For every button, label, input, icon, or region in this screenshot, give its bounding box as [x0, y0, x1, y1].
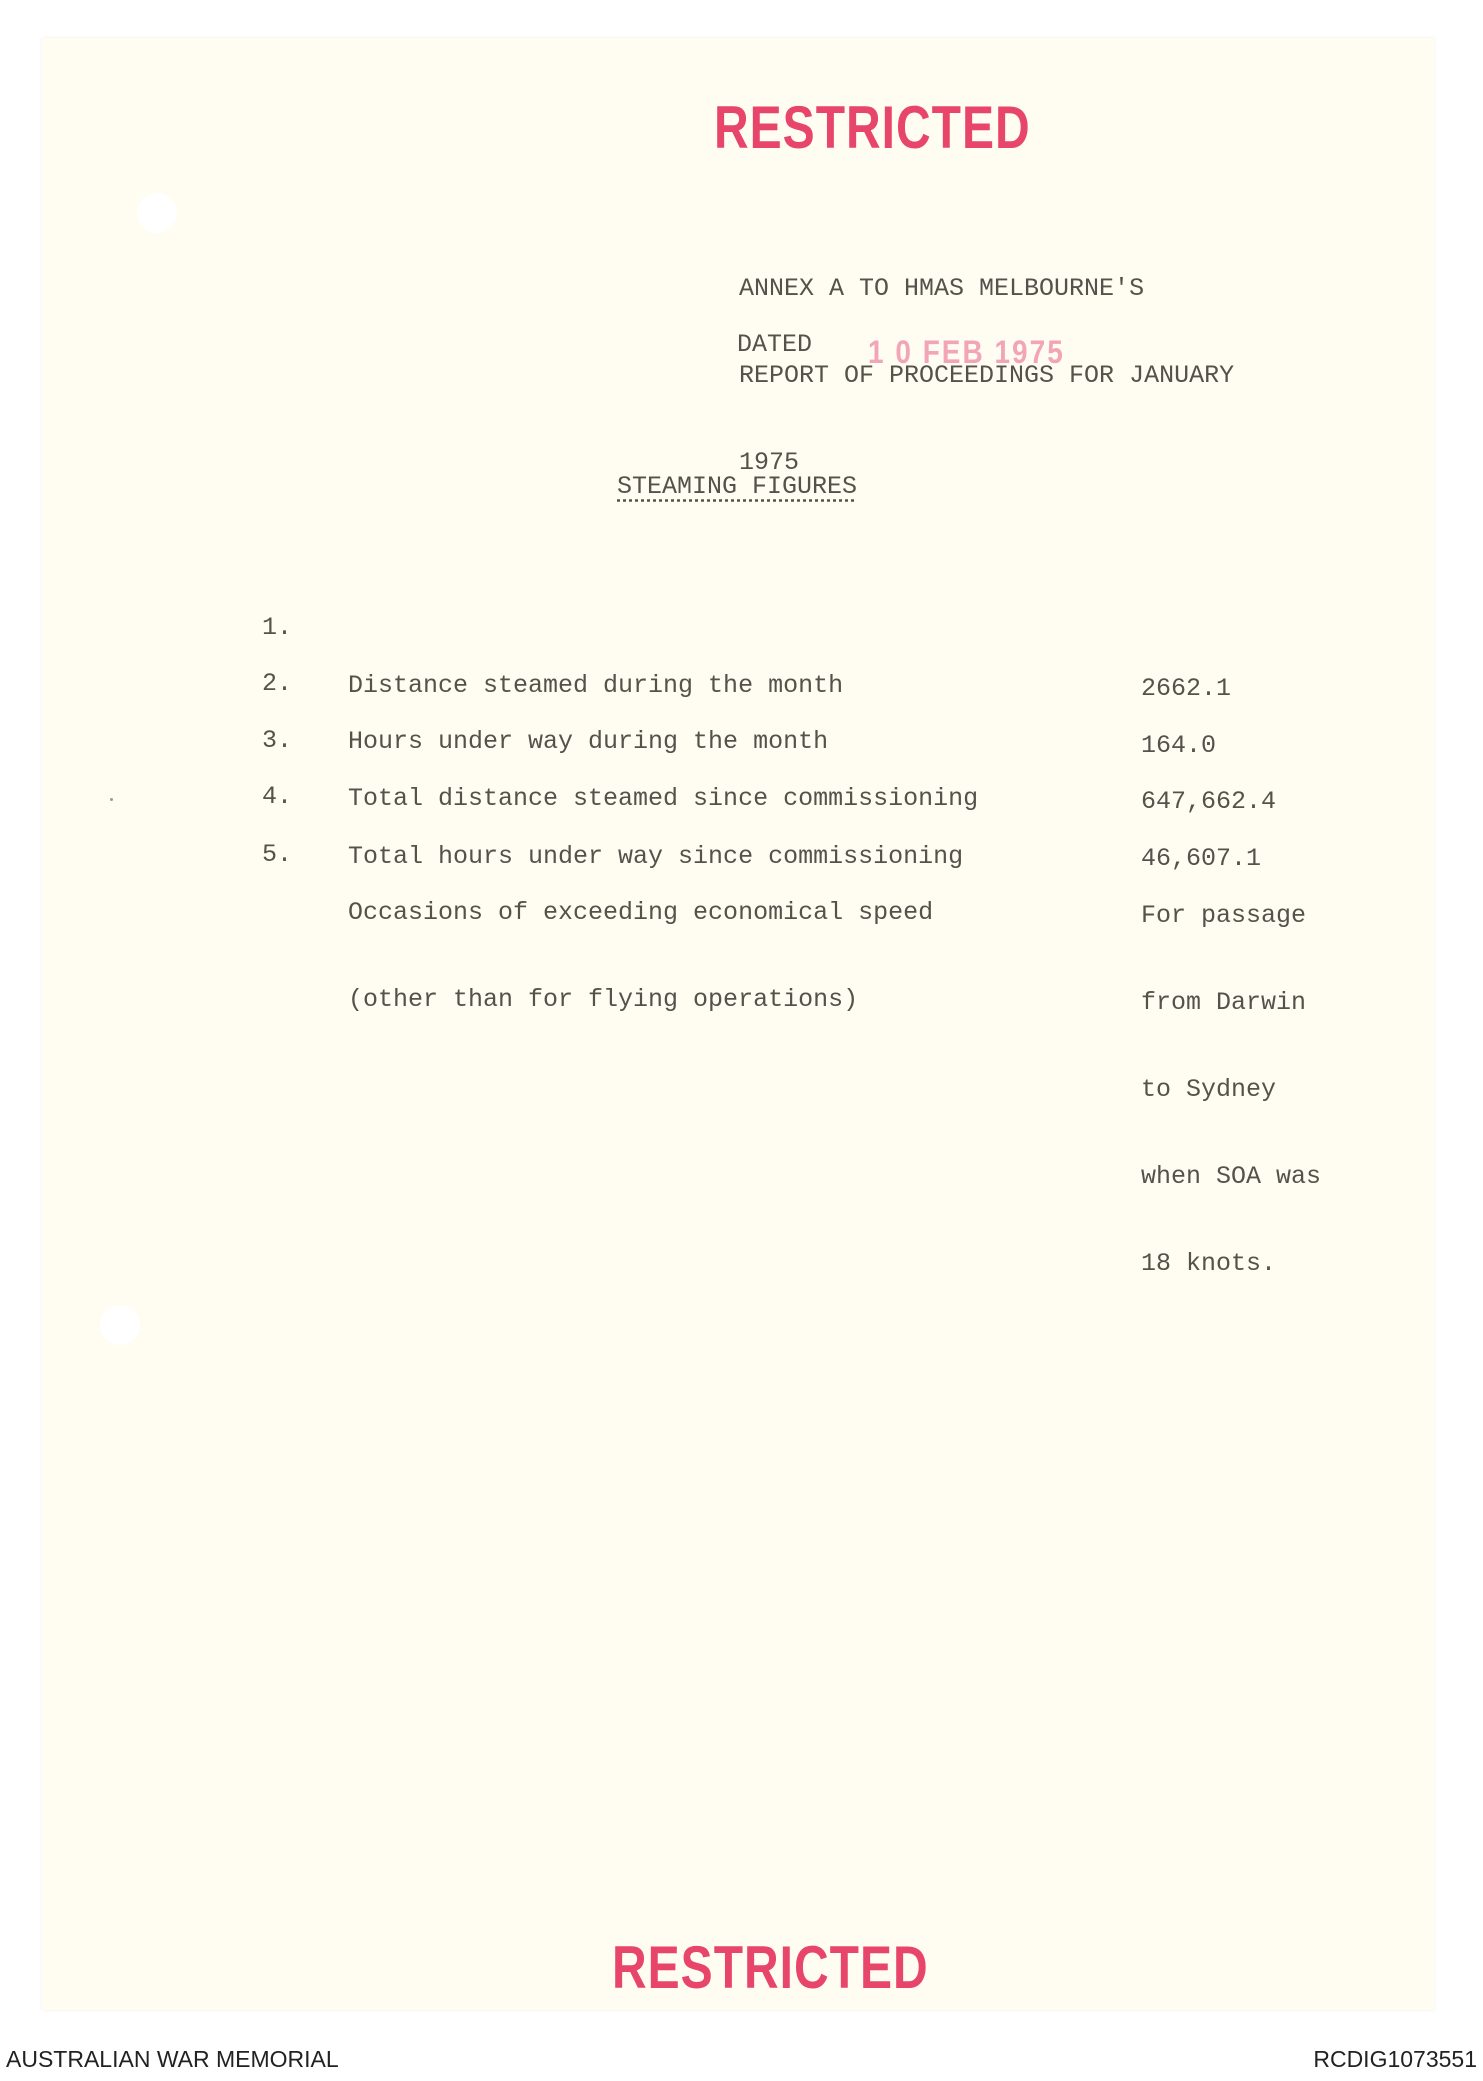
- item-value-line: from Darwin: [1141, 988, 1307, 1017]
- item-number: 2.: [262, 669, 293, 698]
- page-mark-dot: [110, 798, 113, 801]
- item-number: 3.: [262, 726, 293, 755]
- archive-credit: AUSTRALIAN WAR MEMORIAL: [6, 2046, 339, 2072]
- item-description-line: (other than for flying operations): [348, 985, 859, 1014]
- punch-hole-bottom: [100, 1305, 140, 1345]
- item-value-line: 2662.1: [1141, 674, 1232, 703]
- item-value-line: to Sydney: [1141, 1075, 1277, 1104]
- item-description-line: Distance steamed during the month: [348, 671, 844, 700]
- dated-label: DATED: [737, 330, 813, 359]
- item-description-line: Total hours under way since commissioning: [348, 842, 964, 871]
- restricted-stamp-top: RESTRICTED: [714, 95, 1031, 162]
- item-description-line: Occasions of exceeding economical speed: [348, 898, 934, 927]
- item-description-line: Hours under way during the month: [348, 727, 829, 756]
- punch-hole-top: [137, 193, 177, 233]
- item-description: [348, 840, 933, 1043]
- item-value-line: when SOA was: [1141, 1162, 1322, 1191]
- item-description-line: Total distance steamed since commissioning: [348, 784, 979, 813]
- date-stamp: 1 0 FEB 1975: [868, 334, 1065, 370]
- item-value-line: For passage: [1141, 901, 1307, 930]
- annex-line: 1975: [739, 448, 800, 477]
- item-number: 4.: [262, 782, 293, 811]
- annex-line: REPORT OF PROCEEDINGS FOR JANUARY: [739, 361, 1235, 390]
- item-number: 5.: [262, 840, 293, 869]
- item-value: [1141, 843, 1321, 1307]
- restricted-stamp-bottom: RESTRICTED: [612, 1935, 929, 2002]
- item-value-line: 647,662.4: [1141, 787, 1277, 816]
- section-heading: STEAMING FIGURES: [617, 472, 858, 501]
- annex-line: ANNEX A TO HMAS MELBOURNE'S: [739, 274, 1145, 303]
- archive-reference: RCDIG1073551: [1313, 2046, 1477, 2072]
- item-value-line: 18 knots.: [1141, 1249, 1277, 1278]
- item-number: 1.: [262, 613, 293, 642]
- item-value-line: 164.0: [1141, 731, 1217, 760]
- item-value-line: 46,607.1: [1141, 844, 1262, 873]
